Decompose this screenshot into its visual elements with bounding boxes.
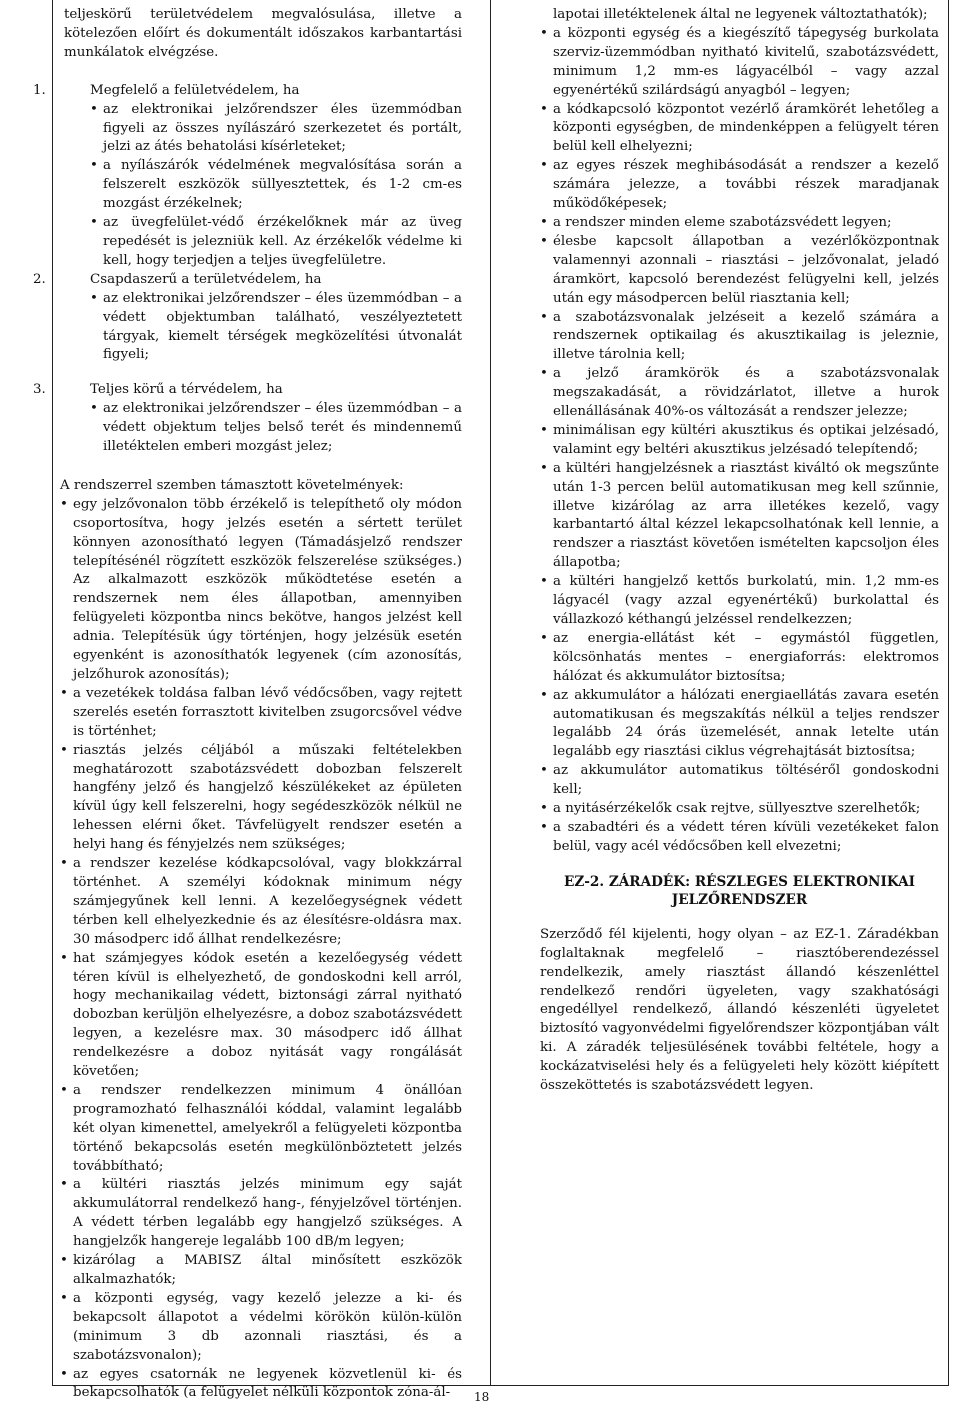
list-item: • a rendszer minden eleme szabotázsvédett legyen;	[540, 214, 939, 233]
list-item: • a kültéri hangjelző kettős burkolatú, min. 1,2 mm-es lágyacél (vagy azzal egyenértékű) burkolattal és vállazkozó kéthangú jelzéssel rendelkezzen;	[540, 573, 939, 630]
column-divider	[490, 0, 491, 1386]
numbered-section-1	[33, 82, 462, 271]
numbered-section-2	[33, 271, 462, 366]
bullet-list	[540, 25, 939, 857]
section-heading: EZ-2. ZÁRADÉK: RÉSZLEGES ELEKTRONIKAI JELZŐRENDSZER	[563, 873, 916, 909]
bullet-list	[90, 290, 462, 366]
list-item: • a nyitásérzékelők csak rejtve, süllyesztve szerelhetők;	[540, 800, 939, 819]
right-column	[540, 6, 939, 1096]
clause-paragraph: Szerződő fél kijelenti, hogy olyan – az EZ-1. Záradékban foglaltaknak megfelelő – riasztóberendezéssel rendelkezik, amely riasztást állandó készenléttel rendelkező rendőri ügyeleten, vagy szakhatósági engedéllyel rendelkező, állandó készenléti ügyeletet biztosító vagyonvédelmi figyelőrendszer központjában vált ki. A záradék teljesülésének további feltétele, hogy a kockázatviselési hely és a felügyeleti hely között kiépített összeköttetés is szabotázsvédett legyen.	[540, 926, 939, 1094]
list-item: • a kódkapcsoló központot vezérlő áramkörét lehetőleg a központi egységben, de mindenképpen a felügyelt téren belül kell elhelyezni;	[540, 101, 939, 158]
section-number: 1.	[33, 82, 46, 98]
list-item: • a jelző áramkörök és a szabotázsvonalak megszakadását, a rövidzárlatot, illetve a hurok ellenállásának 40%-os változását a rendszer jelezze;	[540, 365, 939, 422]
section-title: Megfelelő a felületvédelem, ha	[90, 82, 300, 98]
list-item: • a rendszer kezelése kódkapcsolóval, vagy blokkzárral történhet. A személyi kódoknak minimum négy számjegyűnek kell lenni. A kezelőegységnek védett térben kell elhelyezkednie és az élesítésre-oldásra max. 30 másodperc idő állhat rendelkezésre;	[60, 855, 462, 950]
left-column	[33, 6, 462, 1403]
list-item: • élesbe kapcsolt állapotban a vezérlőközpontnak valamennyi azonnali – riasztási – jelzővonalat, jeladó áramkört, kapcsoló berendezést felügyelni kell, jelzés után egy másodpercen belül riasztania kell;	[540, 233, 939, 309]
list-item: • az egyes csatornák ne legyenek közvetlenül ki- és bekapcsolhatók (a felügyelet nélküli központok zóna-ál-	[60, 1366, 462, 1404]
list-item: • a szabadtéri és a védett téren kívüli vezetékeket falon belül, vagy acél védőcsőben kell elvezetni;	[540, 819, 939, 857]
section-title: Teljes körű a térvédelem, ha	[90, 382, 283, 398]
list-item: • az elektronikai jelzőrendszer – éles üzemmódban – a védett objektumban található, veszélyeztetett tárgyak, kiemelt térségek megközelítési útvonalát figyeli;	[90, 290, 462, 366]
list-item: • az akkumulátor automatikus töltéséről gondoskodni kell;	[540, 762, 939, 800]
list-item: • az elektronikai jelzőrendszer – éles üzemmódban – a védett objektum teljes belső terét és mindennemű illetéktelen emberi mozgást jelez;	[90, 400, 462, 457]
list-item: • az akkumulátor a hálózati energiaellátás zavara esetén automatikusan és megszakítás nélkül a teljes rendszer legalább 24 órás üzemelését, annak letelte után legalább egy riasztási ciklus végrehajtását biztosítsa;	[540, 687, 939, 763]
list-item: • a nyílászárók védelmének megvalósítása során a felszerelt eszközök süllyesztettek, és 1-2 cm-es mozgást érzékelnek;	[90, 157, 462, 214]
requirements-title: A rendszerrel szemben támasztott követelmények:	[60, 477, 404, 493]
list-item: • a kültéri riasztás jelzés minimum egy saját akkumulátorral rendelkező hang-, fényjelzővel történjen. A védett térben legalább egy hangjelző szükséges. A hangjelzők hangereje legalább 100 dB/m legyen;	[60, 1176, 462, 1252]
section-title: Csapdaszerű a területvédelem, ha	[90, 271, 322, 287]
list-item: • a vezetékek toldása falban lévő védőcsőben, vagy rejtett szerelés esetén forrasztott kivitelben zsugorcsővel védve is történhet;	[60, 685, 462, 742]
numbered-section-3	[33, 381, 462, 457]
continuation-text: lapotai illetéktelenek által ne legyenek változtathatók);	[553, 7, 928, 22]
section-number: 2.	[33, 271, 46, 287]
list-item: • egy jelzővonalon több érzékelő is telepíthető oly módon csoportosítva, hogy jelzés esetén a sértett terület könnyen azonosítható legyen (Támadásjelző rendszer telepítésénél rögzített eszközök felszerelése szükséges.) Az alkalmazott eszközök működtetése esetén a rendszernek nem éles állapotban, amennyiben felügyeleti központba nincs bekötve, hangos jelzést kell adnia. Telepítésük úgy történjen, hogy jelzésük esetén egyenként is azonosíthatók legyenek (cím azonosítás, jelzőhurok azonosítás);	[60, 496, 462, 685]
list-item: • az üvegfelület-védő érzékelőknek már az üveg repedését is jelezniük kell. Az érzékelők védelme ki kell, hogy terjedjen a teljes üvegfelületre.	[90, 214, 462, 271]
list-item: • minimálisan egy kültéri akusztikus és optikai jelzésadó, valamint egy beltéri akusztikus jelzésadó telepítendő;	[540, 422, 939, 460]
list-item: • a kültéri hangjelzésnek a riasztást kiváltó ok megszűnte után 1-3 percen belül automatikusan meg kell szűnnie, illetve kizárólag az arra illetékes kezelő, vagy karbantartó által kézzel lekapcsolhatónak kell lennie, a rendszer a riasztást követően ismételten kapcsoljon éles állapotba;	[540, 460, 939, 573]
section-number: 3.	[33, 382, 46, 398]
list-item: • kizárólag a MABISZ által minősített eszközök alkalmazhatók;	[60, 1252, 462, 1290]
list-item: • az elektronikai jelzőrendszer éles üzemmódban figyeli az összes nyílászáró szerkezetet és portált, jelzi az átés behatolási kísérleteket;	[90, 101, 462, 158]
list-item: • riasztás jelzés céljából a műszaki feltételekben meghatározott szabotázsvédett dobozban felszerelt hangfény jelző és hangjelző készülékeket az épületen kívül úgy kell felszerelni, hogy segédeszközök nélkül ne lehessen elérni őket. Távfelügyelt rendszer esetén a helyi hang és fényjelzés nem szükséges;	[60, 742, 462, 855]
list-item: • a szabotázsvonalak jelzéseit a kezelő számára a rendszernek optikailag és akusztikailag is jeleznie, illetve tárolnia kell;	[540, 309, 939, 366]
intro-paragraph: teljeskörű területvédelem megvalósulása, illetve a kötelezően előírt és dokumentált időszakos karbantartási munkálatok elvégzése.	[64, 7, 462, 60]
page-number: 18	[474, 1390, 490, 1404]
list-item: • hat számjegyes kódok esetén a kezelőegység védett téren kívül is elhelyezhető, de gondoskodni kell arról, hogy mechanikailag védett, biztonsági zárral nyitható dobozban kerüljön elhelyezésre, a doboz szabotázsvédett legyen, a kezelésre max. 30 másodperc idő állhat rendelkezésre a doboz nyitását vagy rongálását követően;	[60, 950, 462, 1082]
list-item: • a központi egység és a kiegészítő tápegység burkolata szerviz-üzemmódban nyitható kivitelű, szabotázsvédett, minimum 1,2 mm-es lágyacélból – vagy azzal egyenértékű szilárdságú anyagból – legyen;	[540, 25, 939, 101]
requirements-list	[60, 496, 462, 1404]
bullet-list	[90, 400, 462, 457]
list-item: • az egyes részek meghibásodását a rendszer a kezelő számára jelezze, a további részek maradjanak működőképesek;	[540, 157, 939, 214]
bullet-list	[90, 101, 462, 271]
list-item: • a központi egység, vagy kezelő jelezze a ki- és bekapcsolt állapotot a védelmi körökön külön-külön (minimum 3 db azonnali riasztási, és a szabotázsvonalon);	[60, 1290, 462, 1366]
list-item: • a rendszer rendelkezzen minimum 4 önállóan programozható felhasználói kóddal, valamint legalább két olyan kimenettel, amelyekről a felügyeleti központba történő bekapcsolás esetén megkülönböztetett jelzés továbbítható;	[60, 1082, 462, 1177]
list-item: • az energia-ellátást két – egymástól független, kölcsönhatás mentes – energiaforrás: elektromos hálózat és akkumulátor biztosítsa;	[540, 630, 939, 687]
